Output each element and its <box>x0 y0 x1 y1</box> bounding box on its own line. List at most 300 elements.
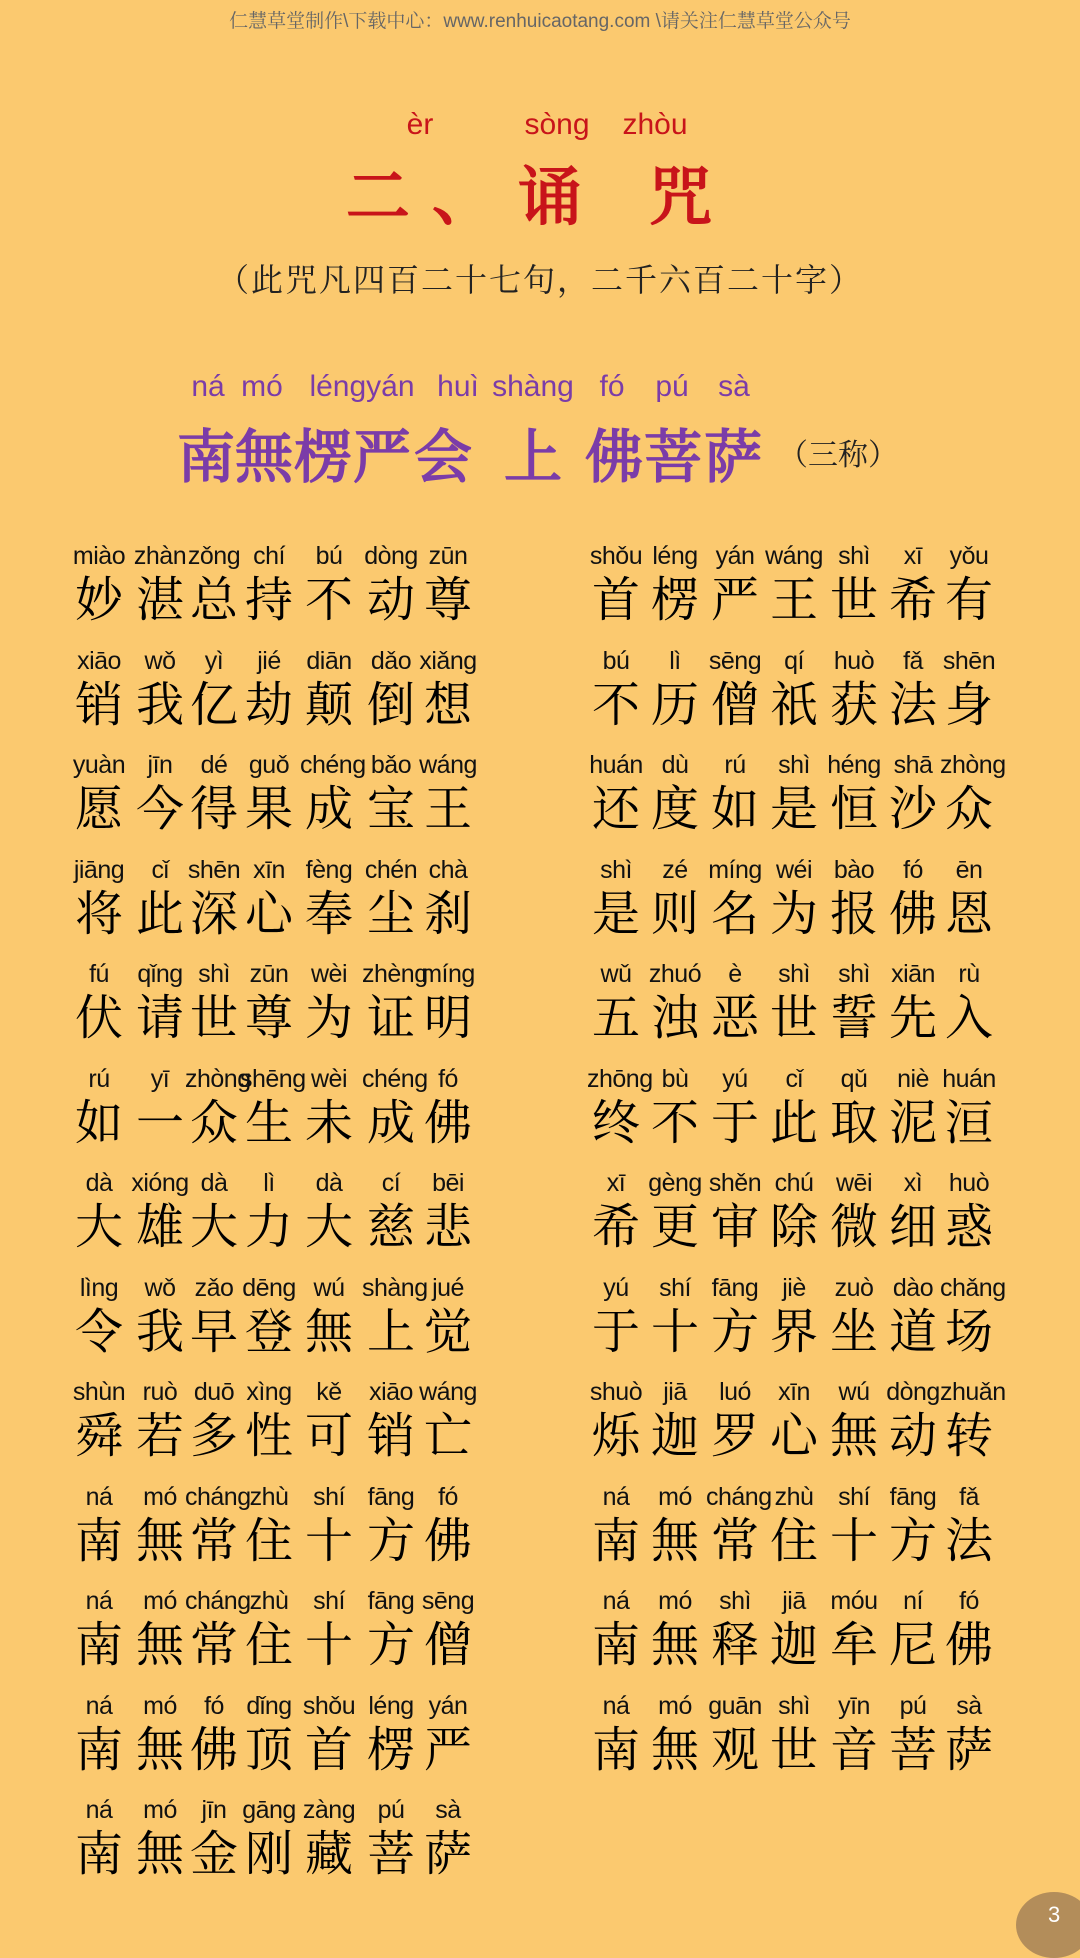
verse-syllable <box>765 540 823 644</box>
verse-syllable <box>70 1690 128 1794</box>
pinyin-text: fāng <box>889 1482 937 1511</box>
hanzi-char: 请 <box>135 990 184 1046</box>
pinyin-text: shùn <box>72 1378 126 1406</box>
pinyin-text: bú <box>315 542 343 570</box>
verse-column-left <box>55 540 515 1899</box>
invocation-pinyin: mó <box>241 370 283 403</box>
hanzi-char: 是 <box>769 781 818 837</box>
pinyin-text: bēi <box>432 1169 464 1197</box>
hanzi-char: 亡 <box>423 1408 472 1464</box>
pinyin-text: sēng <box>708 646 762 675</box>
hanzi-char: 果 <box>244 781 293 837</box>
verse-syllable <box>300 854 358 958</box>
pinyin-text: wáng <box>419 1378 477 1406</box>
pinyin-text: xiǎng <box>419 646 477 675</box>
verse-syllable <box>940 1690 998 1794</box>
hanzi-char: 众 <box>189 1094 238 1151</box>
pinyin-text: bào <box>833 855 875 884</box>
hanzi-char: 不 <box>650 1094 699 1151</box>
pinyin-text: shí <box>659 1273 691 1302</box>
hanzi-char: 销 <box>74 676 123 733</box>
verse-syllable <box>765 1167 823 1271</box>
pinyin-text: yì <box>204 646 224 675</box>
verse-syllable <box>240 540 298 644</box>
pinyin-text: dà <box>200 1169 228 1197</box>
pinyin-text: shǒu <box>589 542 643 570</box>
verse-line <box>575 1585 1035 1690</box>
verse-syllable <box>825 854 883 958</box>
pinyin-text: cháng <box>706 1482 772 1511</box>
pinyin-text: lì <box>669 646 681 675</box>
verse-syllable <box>765 1481 823 1585</box>
verse-line <box>575 854 1035 959</box>
hanzi-char: 惑 <box>944 1199 993 1255</box>
verse-syllable <box>131 1481 189 1585</box>
verse-syllable <box>940 1376 1006 1480</box>
pinyin-text: lì <box>263 1169 275 1197</box>
verse-syllable <box>765 1272 823 1376</box>
hanzi-char: 金 <box>189 1826 238 1882</box>
verse-line <box>575 1376 1035 1481</box>
pinyin-text: jīn <box>201 1796 227 1824</box>
pinyin-text: wéi <box>775 855 812 884</box>
invocation-char: 上 <box>503 423 563 491</box>
pinyin-text: xiān <box>891 960 935 988</box>
hanzi-char: 尼 <box>888 1617 937 1673</box>
verse-syllable <box>419 1690 477 1794</box>
hanzi-char: 是 <box>591 885 640 942</box>
verse-syllable <box>765 958 823 1062</box>
verse-syllable <box>765 749 823 853</box>
invocation-note: （三称） <box>778 438 898 473</box>
pinyin-text: jiāng <box>73 855 125 884</box>
hanzi-char: 悲 <box>423 1199 472 1255</box>
pinyin-text: yuàn <box>72 751 126 779</box>
pinyin-text: diān <box>306 646 352 675</box>
hanzi-char: 奉 <box>304 885 353 942</box>
pinyin-text: zhù <box>774 1482 814 1511</box>
hanzi-char: 我 <box>135 676 184 733</box>
pinyin-text: cǐ <box>785 1064 803 1093</box>
verse-syllable <box>646 854 704 958</box>
verse-syllable <box>940 854 998 958</box>
pinyin-text: duō <box>193 1378 235 1406</box>
verse-syllable <box>587 1690 645 1794</box>
pinyin-text: dòng <box>364 542 418 570</box>
hanzi-char: 上 <box>366 1303 415 1360</box>
verse-syllable <box>185 540 243 644</box>
verse-line <box>55 958 515 1063</box>
verse-line <box>575 958 1035 1063</box>
pinyin-text: yán <box>715 542 755 570</box>
pinyin-text: bǎo <box>370 751 412 779</box>
pinyin-text: dǎo <box>370 646 412 675</box>
verse-syllable <box>362 1167 420 1271</box>
verse-syllable <box>884 1690 942 1794</box>
hanzi-char: 南 <box>74 1512 123 1569</box>
verse-syllable <box>825 1585 883 1689</box>
hanzi-char: 五 <box>591 990 640 1046</box>
hanzi-char: 王 <box>769 572 818 628</box>
verse-line <box>575 1481 1035 1586</box>
hanzi-char: 恶 <box>710 990 759 1046</box>
verse-line <box>55 1063 515 1168</box>
hanzi-char: 我 <box>135 1303 184 1360</box>
verse-syllable <box>362 1585 420 1689</box>
pinyin-text: zǒng <box>187 542 241 570</box>
pinyin-text: chú <box>774 1169 814 1197</box>
pinyin-text: yán <box>428 1691 468 1720</box>
pinyin-text: rù <box>958 960 980 988</box>
hanzi-char: 今 <box>135 781 184 837</box>
pinyin-text: xī <box>606 1169 626 1197</box>
verse-syllable <box>646 1272 704 1376</box>
hanzi-char: 首 <box>591 572 640 628</box>
verse-syllable <box>362 1063 428 1167</box>
verse-syllable <box>362 1376 420 1480</box>
verse-syllable <box>419 1585 477 1689</box>
hanzi-char: 無 <box>650 1617 699 1673</box>
verse-syllable <box>419 854 477 958</box>
pinyin-text: miào <box>72 542 126 570</box>
pinyin-text: shàng <box>362 1273 428 1302</box>
verse-syllable <box>185 1690 243 1794</box>
verse-syllable <box>587 958 645 1062</box>
pinyin-text: zé <box>662 855 688 884</box>
verse-syllable <box>884 1376 942 1480</box>
pinyin-text: dé <box>200 751 228 779</box>
verse-line <box>55 540 515 645</box>
verse-syllable <box>419 958 477 1062</box>
hanzi-char: 無 <box>135 1617 184 1673</box>
verse-syllable <box>646 1585 704 1689</box>
hanzi-char: 十 <box>650 1303 699 1360</box>
verse-syllable <box>646 1690 704 1794</box>
verse-syllable <box>70 1376 128 1480</box>
pinyin-text: fó <box>204 1691 224 1720</box>
verse-syllable <box>884 1063 942 1167</box>
pinyin-text: zhù <box>249 1482 289 1511</box>
hanzi-char: 未 <box>304 1094 353 1151</box>
verse-syllable <box>646 1063 704 1167</box>
pinyin-text: shēn <box>942 646 996 675</box>
verse-syllable <box>825 958 883 1062</box>
verse-syllable <box>825 1063 883 1167</box>
pinyin-text: yǒu <box>949 542 989 570</box>
pinyin-text: xīn <box>778 1378 810 1406</box>
verse-syllable <box>765 1063 823 1167</box>
hanzi-char: 楞 <box>650 572 699 628</box>
hanzi-char: 常 <box>189 1617 238 1673</box>
verse-syllable <box>646 749 704 853</box>
pinyin-text: rú <box>724 751 746 779</box>
hanzi-char: 除 <box>769 1199 818 1255</box>
hanzi-char: 南 <box>74 1617 123 1673</box>
hanzi-char: 报 <box>829 885 878 942</box>
hanzi-char: 十 <box>304 1617 353 1673</box>
hanzi-char: 心 <box>769 1408 818 1464</box>
verse-syllable <box>706 1272 764 1376</box>
verse-line <box>575 540 1035 645</box>
hanzi-char: 劫 <box>244 676 293 733</box>
pinyin-text: wú <box>313 1273 345 1302</box>
pinyin-text: dòng <box>886 1378 940 1406</box>
hanzi-char: 亿 <box>189 676 238 733</box>
verse-syllable <box>131 1376 189 1480</box>
pinyin-text: yú <box>603 1273 629 1302</box>
hanzi-char: 迦 <box>769 1617 818 1673</box>
verse-syllable <box>185 1794 243 1898</box>
pinyin-text: wáng <box>419 751 477 779</box>
hanzi-char: 佛 <box>423 1512 472 1569</box>
hanzi-char: 先 <box>888 990 937 1046</box>
verse-line <box>55 1272 515 1377</box>
hanzi-char: 多 <box>189 1408 238 1464</box>
pinyin-text: mó <box>143 1482 177 1511</box>
pinyin-text: shí <box>838 1482 870 1511</box>
verse-syllable <box>940 749 1006 853</box>
verse-syllable <box>131 645 189 749</box>
pinyin-text: pú <box>377 1796 405 1824</box>
verse-syllable <box>419 1272 477 1376</box>
pinyin-text: wǒ <box>144 646 176 675</box>
verse-syllable <box>884 540 942 644</box>
pinyin-text: fó <box>959 1587 979 1615</box>
verse-syllable <box>240 645 298 749</box>
hanzi-char: 尊 <box>244 990 293 1046</box>
verse-syllable <box>70 958 128 1062</box>
verse-line <box>575 1690 1035 1795</box>
hanzi-char: 总 <box>189 572 238 628</box>
hanzi-char: 于 <box>710 1094 759 1151</box>
hanzi-char: 楞 <box>366 1721 415 1778</box>
pinyin-text: fǎ <box>959 1482 979 1511</box>
pinyin-text: wèi <box>310 960 347 988</box>
pinyin-text: ná <box>85 1796 113 1824</box>
hanzi-char: 严 <box>423 1721 472 1778</box>
hanzi-char: 南 <box>591 1617 640 1673</box>
hanzi-char: 历 <box>650 676 699 733</box>
pinyin-text: shì <box>778 960 810 988</box>
verse-syllable <box>884 1585 942 1689</box>
verse-syllable <box>587 1272 645 1376</box>
verse-syllable <box>300 540 358 644</box>
verse-syllable <box>587 645 645 749</box>
hanzi-char: 沙 <box>888 781 937 837</box>
pinyin-text: zuò <box>834 1273 874 1302</box>
hanzi-char: 众 <box>944 781 993 837</box>
verse-syllable <box>825 540 883 644</box>
pinyin-text: mó <box>658 1482 692 1511</box>
verse-syllable <box>884 1481 942 1585</box>
pinyin-text: huò <box>948 1169 990 1197</box>
pinyin-text: huò <box>833 646 875 675</box>
verse-syllable <box>884 854 942 958</box>
verse-syllable <box>70 854 128 958</box>
hanzi-char: 此 <box>769 1094 818 1151</box>
pinyin-text: fǎ <box>903 646 923 675</box>
hanzi-char: 湛 <box>135 572 184 628</box>
verse-syllable <box>240 958 298 1062</box>
verse-syllable <box>185 749 243 853</box>
verse-syllable <box>706 645 764 749</box>
pinyin-text: chéng <box>300 751 366 779</box>
verse-syllable <box>131 958 189 1062</box>
pinyin-text: wǔ <box>600 960 632 988</box>
pinyin-text: xīn <box>253 855 285 884</box>
hanzi-char: 南 <box>74 1721 123 1778</box>
hanzi-char: 十 <box>829 1512 878 1569</box>
verse-syllable <box>300 1585 358 1689</box>
verse-line <box>575 1167 1035 1272</box>
invocation-char: 菩 <box>643 423 703 491</box>
pinyin-text: gèng <box>648 1169 702 1197</box>
hanzi-char: 严 <box>710 572 759 628</box>
verse-syllable <box>765 1585 823 1689</box>
hanzi-char: 生 <box>244 1094 293 1151</box>
verse-syllable <box>300 1481 358 1585</box>
verse-syllable <box>185 1481 251 1585</box>
hanzi-char: 萨 <box>944 1721 993 1778</box>
pinyin-text: zūn <box>249 960 289 988</box>
hanzi-char: 方 <box>366 1512 415 1569</box>
verse-syllable <box>419 749 477 853</box>
verse-syllable <box>300 645 358 749</box>
pinyin-text: ruò <box>142 1378 178 1406</box>
pinyin-text: cí <box>381 1169 401 1197</box>
title-pinyin: zhòu <box>622 108 688 141</box>
hanzi-char: 常 <box>189 1512 238 1569</box>
verse-syllable <box>587 540 645 644</box>
verse-syllable <box>419 645 477 749</box>
hanzi-char: 雄 <box>135 1199 184 1255</box>
verse-syllable <box>70 645 128 749</box>
pinyin-text: ná <box>602 1691 630 1720</box>
pinyin-text: zhuó <box>648 960 702 988</box>
verse-syllable <box>131 854 189 958</box>
verse-syllable <box>70 1794 128 1898</box>
pinyin-text: zhù <box>249 1587 289 1615</box>
verse-syllable <box>646 1167 704 1271</box>
pinyin-text: ná <box>602 1587 630 1615</box>
invocation-pinyin: shàng <box>492 370 574 403</box>
hanzi-char: 观 <box>710 1721 759 1778</box>
pinyin-text: guǒ <box>248 751 290 779</box>
pinyin-text: huán <box>942 1064 996 1093</box>
hanzi-char: 南 <box>591 1721 640 1778</box>
hanzi-char: 得 <box>189 781 238 837</box>
hanzi-char: 常 <box>710 1512 759 1569</box>
verse-syllable <box>240 1063 306 1167</box>
pinyin-text: ná <box>602 1482 630 1511</box>
hanzi-char: 法 <box>888 676 937 733</box>
hanzi-char: 音 <box>829 1721 878 1778</box>
verse-syllable <box>706 1690 764 1794</box>
verse-syllable <box>646 540 704 644</box>
invocation-pinyin: huì <box>437 370 479 403</box>
verse-syllable <box>706 854 764 958</box>
pinyin-text: shì <box>838 960 870 988</box>
pinyin-text: shí <box>313 1482 345 1511</box>
hanzi-char: 还 <box>591 781 640 837</box>
hanzi-char: 明 <box>423 990 472 1046</box>
pinyin-text: shēn <box>187 855 241 884</box>
verse-syllable <box>362 1690 420 1794</box>
hanzi-char: 佛 <box>423 1094 472 1151</box>
hanzi-char: 無 <box>135 1512 184 1569</box>
verse-syllable <box>131 1167 189 1271</box>
verse-syllable <box>185 958 243 1062</box>
hanzi-char: 倒 <box>366 676 415 733</box>
title-pinyin: èr <box>406 108 434 141</box>
verse-line <box>55 854 515 959</box>
pinyin-text: zhàn <box>133 542 187 570</box>
pinyin-text: ēn <box>955 855 983 884</box>
hanzi-char: 大 <box>304 1199 353 1255</box>
pinyin-text: chén <box>364 855 418 884</box>
pinyin-text: dào <box>892 1273 934 1302</box>
verse-syllable <box>884 958 942 1062</box>
pinyin-text: yī <box>150 1064 170 1093</box>
hanzi-char: 更 <box>650 1199 699 1255</box>
hanzi-char: 菩 <box>366 1826 415 1882</box>
verse-syllable <box>70 1063 128 1167</box>
verse-syllable <box>587 1063 653 1167</box>
invocation-char: 萨 <box>703 423 763 491</box>
invocation-char: 無 <box>234 423 294 491</box>
hanzi-char: 入 <box>944 990 993 1046</box>
pinyin-text: sēng <box>421 1587 475 1615</box>
hanzi-char: 令 <box>74 1303 123 1360</box>
hanzi-char: 無 <box>135 1826 184 1882</box>
pinyin-text: jīn <box>147 751 173 779</box>
hanzi-char: 顶 <box>244 1721 293 1778</box>
verse-syllable <box>70 1272 128 1376</box>
verse-syllable <box>706 1585 764 1689</box>
pinyin-text: ná <box>85 1587 113 1615</box>
pinyin-text: lìng <box>79 1273 119 1302</box>
hanzi-char: 名 <box>710 885 759 942</box>
verse-syllable <box>825 1272 883 1376</box>
invocation-pinyin: pú <box>655 370 689 403</box>
pinyin-text: shěn <box>708 1169 762 1197</box>
pinyin-text: shā <box>893 751 933 779</box>
verse-syllable <box>185 645 243 749</box>
invocation-char: 南 <box>176 423 236 491</box>
pinyin-text: xìng <box>246 1378 292 1406</box>
hanzi-char: 佛 <box>888 885 937 942</box>
verse-syllable <box>300 1376 358 1480</box>
verse-syllable <box>362 1794 420 1898</box>
verse-syllable <box>362 854 420 958</box>
hanzi-char: 伏 <box>74 990 123 1046</box>
verse-syllable <box>240 1690 298 1794</box>
verse-syllable <box>825 1376 883 1480</box>
verse-syllable <box>706 958 764 1062</box>
hanzi-char: 誓 <box>829 990 878 1046</box>
hanzi-char: 为 <box>304 990 353 1046</box>
hanzi-char: 微 <box>829 1199 878 1255</box>
hanzi-char: 此 <box>135 885 184 942</box>
verse-line <box>55 1794 515 1899</box>
hanzi-char: 为 <box>769 885 818 942</box>
pinyin-text: ná <box>85 1482 113 1511</box>
verse-syllable <box>940 1272 1006 1376</box>
invocation-char: 楞 <box>293 423 353 491</box>
verse-syllable <box>240 1376 298 1480</box>
verse-line <box>575 645 1035 750</box>
hanzi-char: 舜 <box>74 1408 123 1464</box>
